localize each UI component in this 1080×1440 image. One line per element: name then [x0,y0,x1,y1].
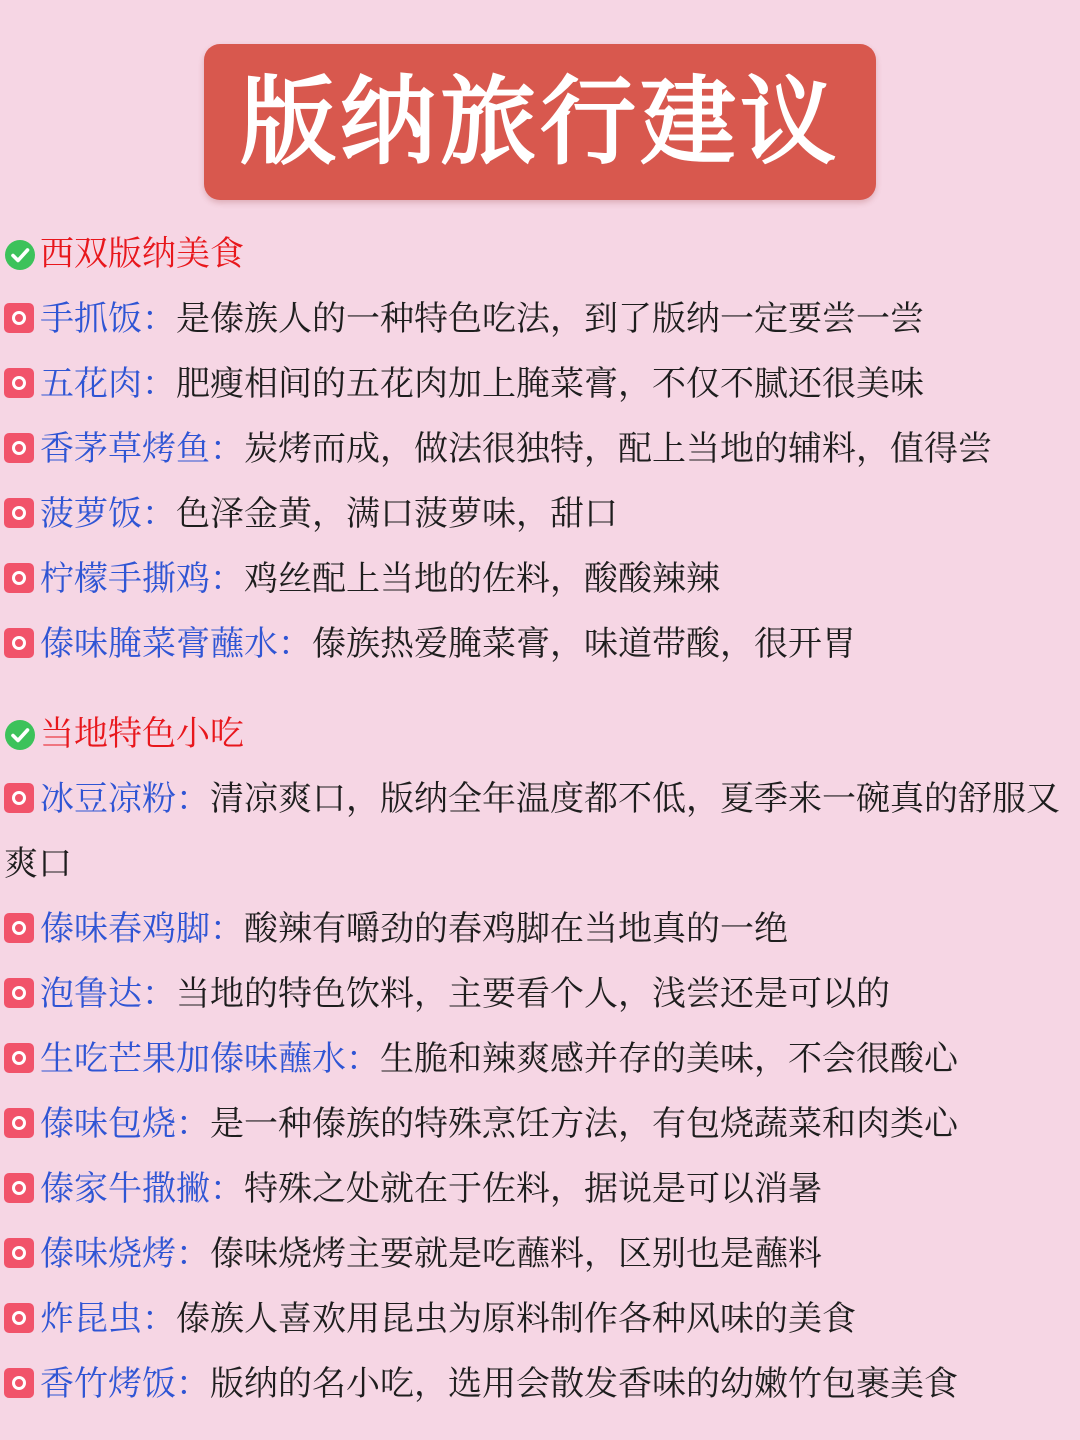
item-name: 柠檬手撕鸡： [40,559,244,599]
check-circle-icon [4,239,36,271]
o-button-icon [4,303,34,333]
o-button-icon [4,913,34,943]
list-item [4,547,1076,612]
item-name: 冰豆凉粉： [40,779,210,819]
list-item [4,1027,1076,1092]
item-desc: 傣族热爱腌菜膏，味道带酸，很开胃 [312,624,856,664]
item-name: 生吃芒果加傣味蘸水： [40,1039,380,1079]
section-title: 当地特色小吃 [40,714,244,754]
item-name: 傣味腌菜膏蘸水： [40,624,312,664]
item-name: 炸昆虫： [40,1299,176,1339]
list-item [4,1222,1076,1287]
item-desc: 傣族人喜欢用昆虫为原料制作各种风味的美食 [176,1299,856,1339]
item-desc: 色泽金黄，满口菠萝味，甜口 [176,494,618,534]
list-item [4,897,1076,962]
page-title: 版纳旅行建议 [240,66,840,178]
item-name: 傣味烧烤： [40,1234,210,1274]
item-name: 泡鲁达： [40,974,176,1014]
list-item [4,482,1076,547]
o-button-icon [4,628,34,658]
item-name: 傣味包烧： [40,1104,210,1144]
section-food [4,222,1076,677]
list-item [4,1157,1076,1222]
item-desc: 特殊之处就在于佐料，据说是可以消暑 [244,1169,822,1209]
item-desc: 版纳的名小吃，选用会散发香味的幼嫩竹包裹美食 [210,1364,958,1404]
check-circle-icon [4,719,36,751]
item-desc: 傣味烧烤主要就是吃蘸料，区别也是蘸料 [210,1234,822,1274]
section-header [4,702,1076,767]
o-button-icon [4,783,34,813]
section-snacks [4,702,1076,1417]
list-item [4,352,1076,417]
list-item [4,767,1076,897]
o-button-icon [4,433,34,463]
o-button-icon [4,1368,34,1398]
section-header [4,222,1076,287]
item-name: 香竹烤饭： [40,1364,210,1404]
item-desc: 清凉爽口，版纳全年温度都不低，夏季来一碗真的舒服又爽口 [4,779,1060,884]
o-button-icon [4,1173,34,1203]
o-button-icon [4,1238,34,1268]
list-item [4,612,1076,677]
o-button-icon [4,1108,34,1138]
o-button-icon [4,563,34,593]
item-desc: 当地的特色饮料，主要看个人，浅尝还是可以的 [176,974,890,1014]
list-item [4,287,1076,352]
list-item [4,417,1076,482]
list-item [4,1352,1076,1417]
o-button-icon [4,978,34,1008]
item-desc: 是傣族人的一种特色吃法，到了版纳一定要尝一尝 [176,299,924,339]
item-desc: 炭烤而成，做法很独特，配上当地的辅料，值得尝 [244,429,992,469]
title-banner [204,44,876,200]
list-item [4,1287,1076,1352]
item-name: 香茅草烤鱼： [40,429,244,469]
item-desc: 生脆和辣爽感并存的美味，不会很酸心 [380,1039,958,1079]
section-title: 西双版纳美食 [40,234,244,274]
list-item [4,962,1076,1027]
list-item [4,1092,1076,1157]
item-name: 傣味春鸡脚： [40,909,244,949]
o-button-icon [4,498,34,528]
o-button-icon [4,1303,34,1333]
item-name: 傣家牛撒撇： [40,1169,244,1209]
section-gap [4,677,1076,702]
item-desc: 酸辣有嚼劲的春鸡脚在当地真的一绝 [244,909,788,949]
item-desc: 肥瘦相间的五花肉加上腌菜膏，不仅不腻还很美味 [176,364,924,404]
item-name: 五花肉： [40,364,176,404]
item-desc: 鸡丝配上当地的佐料，酸酸辣辣 [244,559,720,599]
o-button-icon [4,368,34,398]
content [4,222,1076,1417]
item-desc: 是一种傣族的特殊烹饪方法，有包烧蔬菜和肉类心 [210,1104,958,1144]
item-name: 菠萝饭： [40,494,176,534]
o-button-icon [4,1043,34,1073]
item-name: 手抓饭： [40,299,176,339]
